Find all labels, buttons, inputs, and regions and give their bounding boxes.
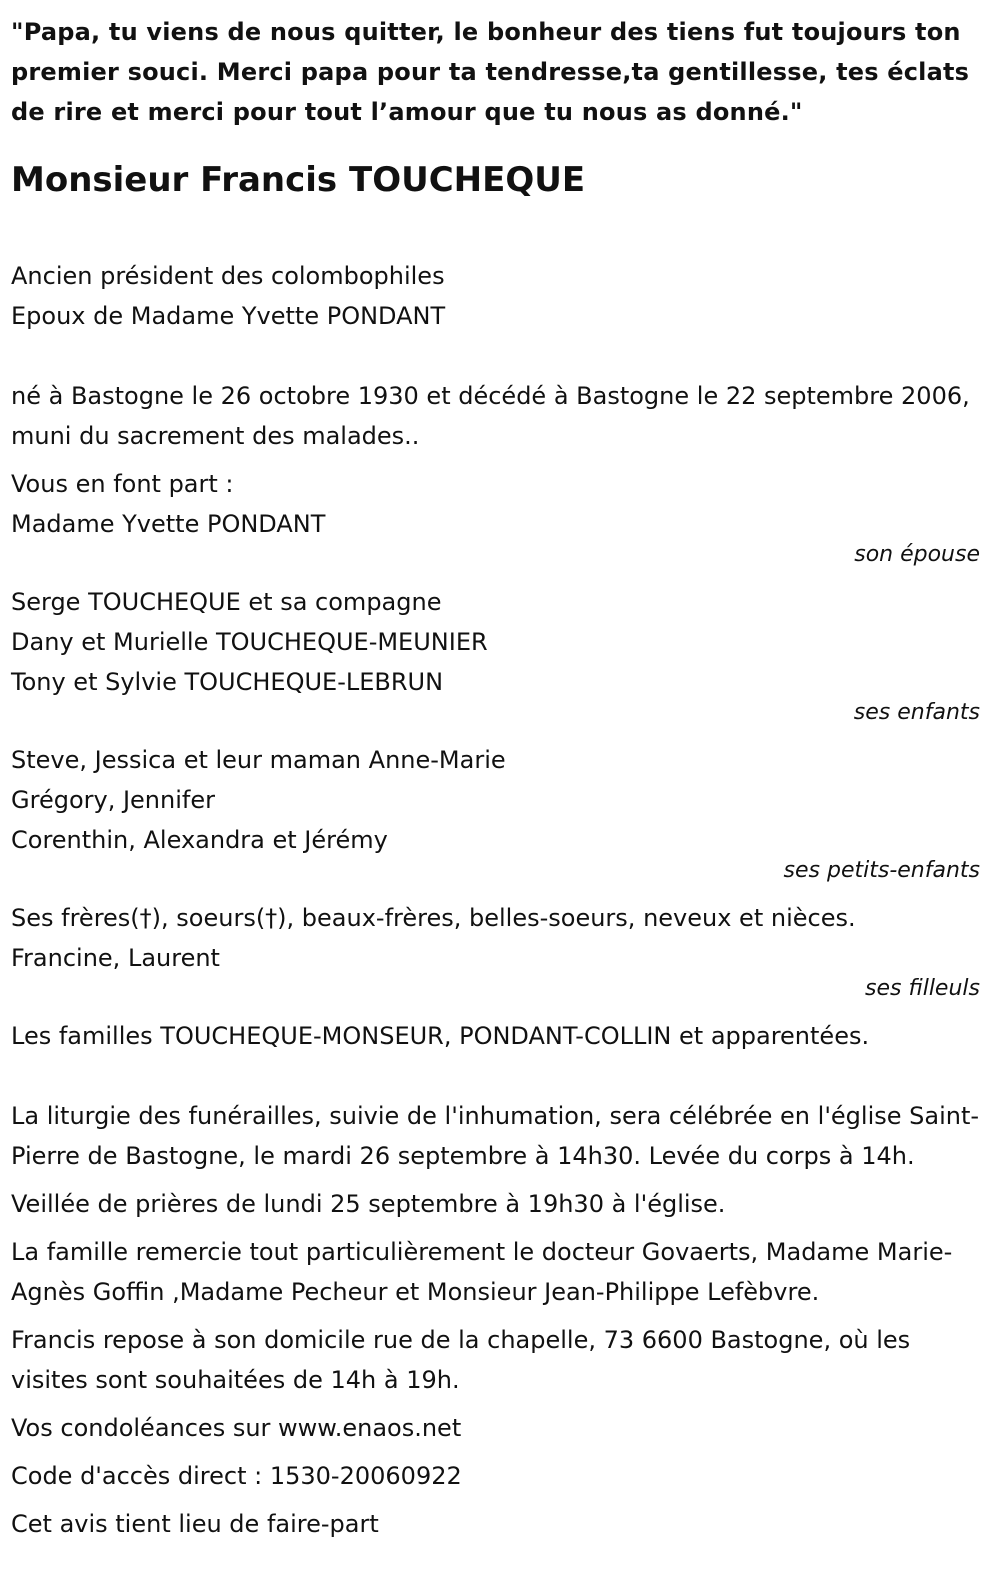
family-member-name: Madame Yvette PONDANT	[11, 510, 326, 538]
spouse-relation: Epoux de Madame Yvette PONDANT	[11, 302, 446, 330]
access-code-text: Code d'accès direct : 1530-20060922	[11, 1462, 462, 1490]
family-member-name: Serge TOUCHEQUE et sa compagne	[11, 588, 442, 616]
family-member-name: Grégory, Jennifer	[11, 786, 215, 814]
family-role-label: ses petits-enfants	[783, 858, 980, 883]
announcement-text: Vous en font part :	[11, 470, 234, 498]
children-section	[11, 582, 980, 724]
rest-text: Francis repose à son domicile rue de la chapelle, 73 6600 Bastogne, où les visites sont souhaitées de 14h à 19h.	[11, 1326, 911, 1394]
families-text: Les familles TOUCHEQUE-MONSEUR, PONDANT-COLLIN et apparentées.	[11, 1022, 870, 1050]
family-member-name: Dany et Murielle TOUCHEQUE-MEUNIER	[11, 628, 488, 656]
family-role-label: ses enfants	[853, 700, 980, 725]
siblings-section	[11, 898, 980, 1000]
memorial-quote: "Papa, tu viens de nous quitter, le bonheur des tiens fut toujours ton premier souci. Merci papa pour ta tendresse,ta gentillesse, tes éclats de rire et merci pour tout l’amour que tu nous as donné."	[11, 18, 970, 126]
former-title: Ancien président des colombophiles	[11, 262, 445, 290]
family-member-name: Tony et Sylvie TOUCHEQUE-LEBRUN	[11, 668, 444, 696]
grandchildren-section	[11, 740, 980, 882]
spouse-section	[11, 504, 980, 566]
deceased-name: Monsieur Francis TOUCHEQUE	[11, 160, 586, 200]
family-role-label: son épouse	[854, 542, 980, 567]
family-member-name: Corenthin, Alexandra et Jérémy	[11, 826, 388, 854]
vigil-text: Veillée de prières de lundi 25 septembre à 19h30 à l'église.	[11, 1190, 726, 1218]
funeral-text: La liturgie des funérailles, suivie de l'inhumation, sera célébrée en l'église Saint-Pierre de Bastogne, le mardi 26 septembre à 14h30. Levée du corps à 14h.	[11, 1102, 980, 1170]
notice-text: Cet avis tient lieu de faire-part	[11, 1510, 379, 1538]
family-role-label: ses filleuls	[865, 976, 980, 1001]
family-member-name: Steve, Jessica et leur maman Anne-Marie	[11, 746, 506, 774]
thanks-text: La famille remercie tout particulièrement le docteur Govaerts, Madame Marie-Agnès Goffin ,Madame Pecheur et Monsieur Jean-Philippe Lefèbvre.	[11, 1238, 953, 1306]
siblings-text: Ses frères(†), soeurs(†), beaux-frères, belles-soeurs, neveux et nièces.	[11, 904, 856, 932]
birth-death-text: né à Bastogne le 26 octobre 1930 et décédé à Bastogne le 22 septembre 2006, muni du sacrement des malades..	[11, 382, 970, 450]
condolences-text: Vos condoléances sur www.enaos.net	[11, 1414, 462, 1442]
family-member-name: Francine, Laurent	[11, 944, 220, 972]
